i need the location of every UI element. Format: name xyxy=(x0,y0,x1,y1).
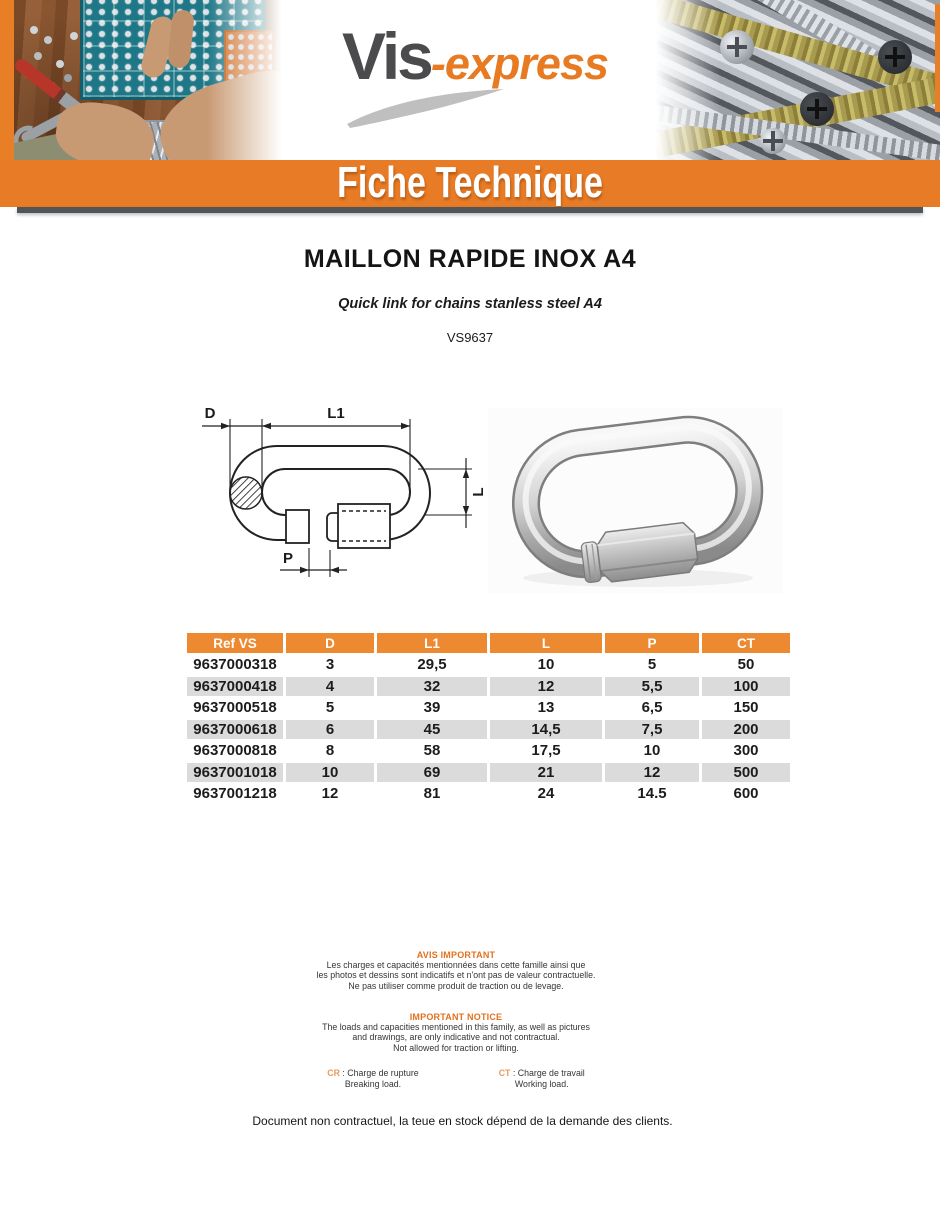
table-cell: 14,5 xyxy=(490,720,602,740)
table-cell: 9637000518 xyxy=(193,699,277,717)
dim-label-l: L xyxy=(470,487,487,497)
notice-en-line: and drawings, are only indicative and not contractual. xyxy=(352,1032,560,1043)
table-cell: 200 xyxy=(702,720,790,740)
table-cell: 5 xyxy=(647,656,657,674)
table-cell: 9637001218 xyxy=(193,785,277,803)
dim-label-d: D xyxy=(204,405,216,422)
column-header: L xyxy=(490,633,602,653)
notice-fr-line: Ne pas utiliser comme produit de traction ou de levage. xyxy=(348,980,564,991)
product-subtitle: Quick link for chains stanless steel A4 xyxy=(338,296,602,312)
table-cell: 39 xyxy=(423,699,441,717)
screw-head-decoration xyxy=(720,30,754,64)
table-cell: 10 xyxy=(286,763,374,783)
table-cell: 32 xyxy=(377,677,487,697)
technical-drawing xyxy=(172,398,490,595)
column-header: CT xyxy=(702,633,790,653)
table-cell: 9637000318 xyxy=(193,656,277,674)
dim-label-p: P xyxy=(282,550,294,567)
screw-head-decoration xyxy=(800,92,834,126)
legend-ct-line1 xyxy=(499,1068,585,1079)
legend-ct xyxy=(499,1068,585,1089)
table-cell: 12 xyxy=(321,785,339,803)
orange-edge-strip xyxy=(935,4,940,112)
table-cell: 13 xyxy=(537,699,555,717)
legend-cr-fr: : Charge de rupture xyxy=(339,1068,419,1078)
product-title: MAILLON RAPIDE INOX A4 xyxy=(303,245,637,273)
table-cell: 21 xyxy=(490,763,602,783)
table-cell: 600 xyxy=(733,785,759,803)
table-cell: 10 xyxy=(537,656,555,674)
notice-fr-line: les photos et dessins sont indicatifs et n'ont pas de valeur contractuelle. xyxy=(316,970,596,981)
table-cell: 8 xyxy=(325,742,335,760)
notice-fr-line: Les charges et capacités mentionnées dans cette famille ainsi que xyxy=(326,960,586,970)
column-header: P xyxy=(605,633,699,653)
legend-cr xyxy=(327,1068,418,1089)
notice-en-title: IMPORTANT NOTICE xyxy=(409,1012,503,1022)
product-reference: VS9637 xyxy=(446,330,494,345)
table-cell: 12 xyxy=(605,763,699,783)
column-header: Ref VS xyxy=(187,633,283,653)
wire-section-hatch xyxy=(230,477,262,509)
orange-edge-strip xyxy=(0,0,14,160)
logo-text-vis: Vis xyxy=(342,19,431,93)
table-cell: 4 xyxy=(286,677,374,697)
notice-en-line: Not allowed for traction or lifting. xyxy=(393,1042,519,1053)
scattered-screws-decoration xyxy=(30,26,38,34)
table-cell: 9637001018 xyxy=(187,763,283,783)
photo-fade xyxy=(650,0,720,162)
table-cell: 5,5 xyxy=(605,677,699,697)
vis-express-logo xyxy=(336,12,636,152)
fiche-technique-banner xyxy=(0,160,940,207)
table-cell: 24 xyxy=(537,785,555,803)
table-cell: 50 xyxy=(737,656,755,674)
table-cell: 10 xyxy=(643,742,661,760)
column-header: L1 xyxy=(377,633,487,653)
notice-en xyxy=(0,1012,912,1053)
logo-swoosh-icon xyxy=(344,86,509,128)
table-cell: 6,5 xyxy=(641,699,663,717)
table-cell: 7,5 xyxy=(605,720,699,740)
table-row xyxy=(187,784,790,804)
legend-ct-fr: : Charge de travail xyxy=(510,1068,585,1078)
table-cell: 14.5 xyxy=(637,785,667,803)
table-cell: 150 xyxy=(733,699,759,717)
column-header: D xyxy=(286,633,374,653)
logo-text-express: -express xyxy=(430,38,608,89)
table-cell: 17,5 xyxy=(531,742,561,760)
legend-cr-line1 xyxy=(327,1068,418,1079)
divider-bar xyxy=(17,207,923,213)
screw-head-decoration xyxy=(878,40,912,74)
table-row xyxy=(187,720,790,740)
table-cell: 300 xyxy=(733,742,759,760)
table-cell: 69 xyxy=(377,763,487,783)
table-cell: 500 xyxy=(702,763,790,783)
legend-ct-abbr: CT xyxy=(498,1068,511,1078)
table-row xyxy=(187,741,790,761)
notice-fr-title: AVIS IMPORTANT xyxy=(416,950,496,960)
logo-text xyxy=(342,18,608,94)
table-row xyxy=(187,763,790,783)
table-cell: 29,5 xyxy=(417,656,447,674)
notice-fr xyxy=(0,950,912,991)
photo-fade xyxy=(207,0,292,160)
workbench-photo xyxy=(0,0,292,160)
table-cell: 12 xyxy=(490,677,602,697)
table-cell: 3 xyxy=(325,656,335,674)
table-row xyxy=(187,655,790,675)
table-cell: 81 xyxy=(423,785,441,803)
table-cell: 9637000818 xyxy=(193,742,277,760)
table-cell: 9637000618 xyxy=(187,720,283,740)
screws-photo xyxy=(650,0,940,162)
legend-cr-abbr: CR xyxy=(327,1068,340,1078)
table-row xyxy=(187,677,790,697)
hand-decoration xyxy=(52,97,158,160)
table-cell: 6 xyxy=(286,720,374,740)
load-legend xyxy=(0,1068,912,1089)
table-cell: 58 xyxy=(423,742,441,760)
notice-en-line: The loads and capacities mentioned in this family, as well as pictures xyxy=(322,1022,590,1032)
dimensions-table xyxy=(184,631,793,806)
table-cell: 45 xyxy=(377,720,487,740)
footer-note: Document non contractuel, la teue en stock dépend de la demande des clients. xyxy=(252,1114,673,1128)
product-photo xyxy=(488,408,783,593)
banner-title: Fiche Technique xyxy=(337,158,603,208)
screw-head-decoration xyxy=(760,128,786,154)
table-header-row xyxy=(187,633,790,653)
header xyxy=(0,0,940,160)
legend-cr-en: Breaking load. xyxy=(344,1078,402,1089)
table-cell: 5 xyxy=(325,699,335,717)
table-cell: 9637000418 xyxy=(187,677,283,697)
table-row xyxy=(187,698,790,718)
table-cell: 100 xyxy=(702,677,790,697)
legend-ct-en: Working load. xyxy=(514,1078,569,1089)
dim-label-l1: L1 xyxy=(327,405,345,422)
